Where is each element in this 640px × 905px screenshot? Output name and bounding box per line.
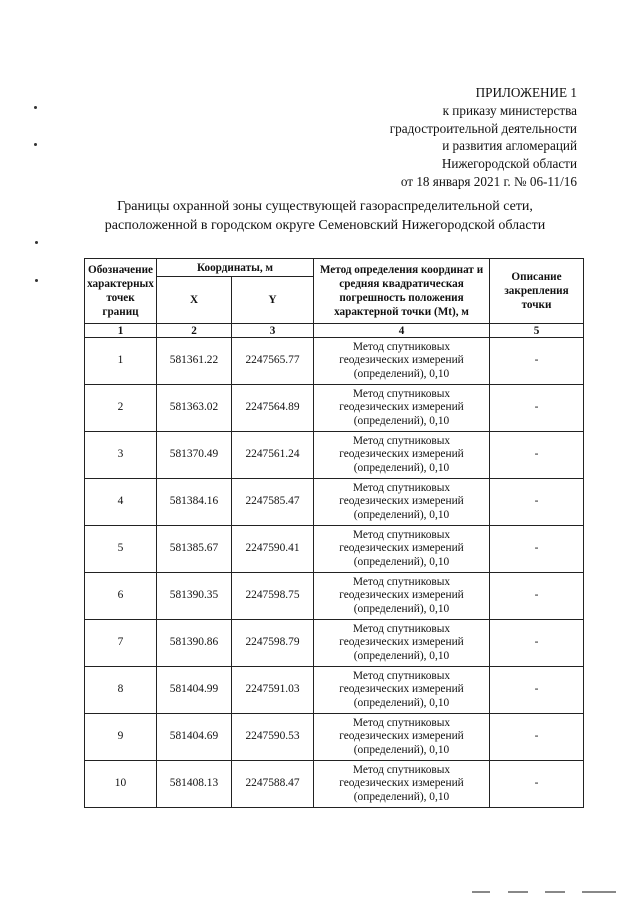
header-text: погрешность положения — [339, 292, 464, 304]
method-cell — [314, 432, 490, 479]
method-line: геодезических измерений — [339, 589, 464, 602]
method-line: геодезических измерений — [339, 777, 464, 790]
column-number: 4 — [314, 324, 490, 338]
point-number: 4 — [85, 479, 157, 526]
scan-dot — [34, 106, 37, 109]
coordinate-x: 581361.22 — [157, 338, 232, 385]
coordinate-x: 581390.35 — [157, 573, 232, 620]
point-description: - — [490, 338, 584, 385]
point-description: - — [490, 385, 584, 432]
point-number: 10 — [85, 761, 157, 808]
table-row — [85, 761, 584, 808]
point-description: - — [490, 479, 584, 526]
method-cell — [314, 385, 490, 432]
header-text: характерных — [87, 278, 154, 290]
method-line: (определений), 0,10 — [353, 696, 450, 709]
method-line: геодезических измерений — [339, 495, 464, 508]
header-designation — [85, 259, 157, 324]
header-text: средняя квадратическая — [339, 278, 464, 290]
method-line: Метод спутниковых — [352, 434, 451, 447]
coordinate-y: 2247585.47 — [232, 479, 314, 526]
point-description: - — [490, 667, 584, 714]
column-number: 3 — [232, 324, 314, 338]
header-text: закрепления — [504, 285, 569, 297]
method-cell — [314, 620, 490, 667]
table-body — [85, 338, 584, 808]
method-line: (определений), 0,10 — [353, 367, 450, 380]
table-row — [85, 432, 584, 479]
method-line: (определений), 0,10 — [353, 414, 450, 427]
method-line: (определений), 0,10 — [353, 649, 450, 662]
header-text: границ — [102, 306, 139, 318]
point-number: 7 — [85, 620, 157, 667]
header-description — [490, 259, 584, 324]
method-line: (определений), 0,10 — [353, 461, 450, 474]
scan-mark — [582, 891, 616, 893]
coordinate-x: 581404.69 — [157, 714, 232, 761]
coordinate-y: 2247598.79 — [232, 620, 314, 667]
point-number: 9 — [85, 714, 157, 761]
method-cell — [314, 761, 490, 808]
table-row — [85, 620, 584, 667]
coordinate-y: 2247591.03 — [232, 667, 314, 714]
method-line: Метод спутниковых — [352, 575, 451, 588]
method-line: Метод спутниковых — [352, 528, 451, 541]
method-line: Метод спутниковых — [352, 763, 451, 776]
boundary-points-table — [84, 258, 584, 808]
coordinate-y: 2247561.24 — [232, 432, 314, 479]
header-y: Y — [232, 277, 314, 324]
scan-mark — [508, 891, 528, 893]
method-line: геодезических измерений — [339, 636, 464, 649]
table-row — [85, 338, 584, 385]
column-number: 2 — [157, 324, 232, 338]
method-line: геодезических измерений — [339, 354, 464, 367]
method-cell — [314, 526, 490, 573]
method-line: геодезических измерений — [339, 401, 464, 414]
header-text: Метод определения координат и — [319, 264, 484, 276]
header-row — [85, 259, 584, 277]
point-number: 1 — [85, 338, 157, 385]
method-cell — [314, 667, 490, 714]
method-line: (определений), 0,10 — [353, 555, 450, 568]
point-description: - — [490, 432, 584, 479]
point-description: - — [490, 526, 584, 573]
table-row — [85, 385, 584, 432]
method-line: Метод спутниковых — [352, 669, 451, 682]
method-cell — [314, 338, 490, 385]
scan-dot — [35, 241, 38, 244]
header-x: X — [157, 277, 232, 324]
method-line: геодезических измерений — [339, 448, 464, 461]
coordinate-y: 2247590.41 — [232, 526, 314, 573]
coordinate-y: 2247565.77 — [232, 338, 314, 385]
coordinate-x: 581390.86 — [157, 620, 232, 667]
header-method — [314, 259, 490, 324]
header-text: Описание — [511, 271, 562, 283]
coordinate-x: 581385.67 — [157, 526, 232, 573]
scan-dot — [35, 279, 38, 282]
column-number: 1 — [85, 324, 157, 338]
method-line: (определений), 0,10 — [353, 790, 450, 803]
coordinate-y: 2247598.75 — [232, 573, 314, 620]
coordinate-y: 2247588.47 — [232, 761, 314, 808]
column-number-row — [85, 324, 584, 338]
coordinate-y: 2247564.89 — [232, 385, 314, 432]
appendix-line: Нижегородской области — [441, 156, 577, 172]
coordinate-x: 581404.99 — [157, 667, 232, 714]
column-number: 5 — [490, 324, 584, 338]
scan-mark — [472, 891, 490, 893]
method-line: геодезических измерений — [339, 683, 464, 696]
appendix-header — [390, 84, 577, 191]
appendix-title: ПРИЛОЖЕНИЕ 1 — [475, 85, 577, 100]
method-cell — [314, 479, 490, 526]
appendix-line: градостроительной деятельности — [389, 120, 577, 136]
scan-mark — [545, 891, 565, 893]
table-row — [85, 479, 584, 526]
method-line: (определений), 0,10 — [353, 508, 450, 521]
method-line: (определений), 0,10 — [353, 743, 450, 756]
method-line: Метод спутниковых — [352, 340, 451, 353]
header-coordinates: Координаты, м — [157, 259, 314, 277]
document-title — [60, 198, 590, 235]
table-row — [85, 526, 584, 573]
table-row — [85, 714, 584, 761]
method-cell — [314, 573, 490, 620]
point-number: 6 — [85, 573, 157, 620]
point-number: 3 — [85, 432, 157, 479]
point-description: - — [490, 714, 584, 761]
point-description: - — [490, 620, 584, 667]
scan-dot — [34, 143, 37, 146]
header-text: точек — [106, 292, 135, 304]
header-text: Обозначение — [88, 264, 153, 276]
method-line: (определений), 0,10 — [353, 602, 450, 615]
header-text: точки — [521, 299, 552, 311]
coordinate-x: 581363.02 — [157, 385, 232, 432]
header-text: характерной точки (Mt), м — [334, 306, 469, 318]
coordinate-x: 581408.13 — [157, 761, 232, 808]
method-line: Метод спутниковых — [352, 481, 451, 494]
table-row — [85, 667, 584, 714]
method-line: геодезических измерений — [339, 542, 464, 555]
title-line-1: Границы охранной зоны существующей газораспределительной сети, — [117, 199, 533, 214]
appendix-date-line: от 18 января 2021 г. № 06-11/16 — [400, 173, 577, 189]
appendix-line: к приказу министерства — [442, 102, 577, 118]
coordinate-x: 581370.49 — [157, 432, 232, 479]
table-row — [85, 573, 584, 620]
point-number: 2 — [85, 385, 157, 432]
appendix-line: и развития агломераций — [442, 138, 577, 154]
point-number: 8 — [85, 667, 157, 714]
method-line: Метод спутниковых — [352, 716, 451, 729]
method-line: Метод спутниковых — [352, 622, 451, 635]
method-line: геодезических измерений — [339, 730, 464, 743]
point-description: - — [490, 761, 584, 808]
point-number: 5 — [85, 526, 157, 573]
coordinate-x: 581384.16 — [157, 479, 232, 526]
title-line-2: расположенной в городском округе Семеновский Нижегородской области — [104, 217, 546, 233]
coordinate-y: 2247590.53 — [232, 714, 314, 761]
method-line: Метод спутниковых — [352, 387, 451, 400]
method-cell — [314, 714, 490, 761]
point-description: - — [490, 573, 584, 620]
